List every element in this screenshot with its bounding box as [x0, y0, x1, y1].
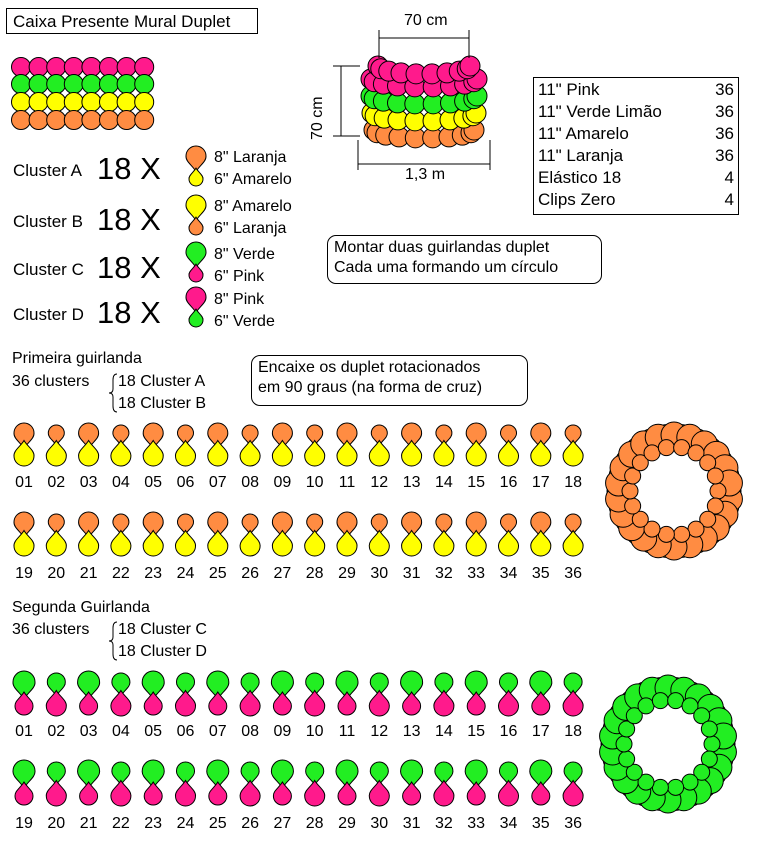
stack-balloon — [100, 58, 119, 77]
cluster-number: 05 — [144, 723, 163, 740]
cluster-number: 04 — [111, 723, 130, 740]
cluster-number: 20 — [47, 815, 66, 832]
dim-side-label: 70 cm — [309, 96, 326, 140]
ring1-balloon — [710, 483, 726, 499]
duplet-bottom-balloon — [111, 691, 131, 717]
cluster-number: 33 — [467, 815, 486, 832]
ring2-balloon — [668, 693, 684, 709]
garland2-part-d: 18 Cluster D — [118, 643, 207, 660]
cluster-number: 21 — [79, 815, 98, 832]
duplet-bottom-balloon — [531, 441, 551, 467]
garland2-clusters: 36 clusters — [12, 621, 90, 638]
stack-balloon — [82, 75, 101, 94]
ring2-balloon — [619, 751, 635, 767]
cluster-c-name: Cluster C — [13, 260, 84, 279]
duplet-bottom-balloon — [46, 441, 66, 467]
stack-balloon — [12, 111, 31, 130]
cluster-number: 17 — [531, 723, 550, 740]
cluster-number: 27 — [273, 815, 292, 832]
duplet-bottom-balloon — [273, 692, 291, 715]
cluster-number: 28 — [305, 565, 324, 582]
cluster-number: 07 — [208, 474, 227, 491]
cluster-number: 09 — [273, 723, 292, 740]
cluster-number: 11 — [338, 474, 356, 491]
cluster-b-top: 8" Amarelo — [214, 198, 292, 215]
duplet-bottom-balloon — [434, 781, 454, 807]
duplet-bottom-balloon — [144, 782, 162, 805]
duplet-bottom-balloon — [46, 531, 66, 557]
duplet-bottom-balloon — [111, 441, 131, 467]
duplet-bottom-balloon — [143, 531, 163, 557]
cluster-number: 22 — [111, 815, 130, 832]
duplet-bottom-balloon — [369, 691, 389, 717]
stack-balloon — [64, 58, 83, 77]
column-balloon — [460, 56, 480, 76]
cluster-number: 14 — [434, 723, 453, 740]
legend-bottom-balloon — [189, 168, 203, 186]
garland2-part-c: 18 Cluster C — [118, 621, 207, 638]
cluster-number: 24 — [176, 565, 195, 582]
ring2-balloon — [682, 774, 698, 790]
duplet-bottom-balloon — [143, 441, 163, 467]
duplet-bottom-balloon — [240, 781, 260, 807]
duplet-bottom-balloon — [531, 531, 551, 557]
duplet-bottom-balloon — [563, 691, 583, 717]
duplet-bottom-balloon — [369, 441, 389, 467]
material-row: Elástico 18 4 — [538, 168, 734, 187]
duplet-bottom-balloon — [305, 781, 325, 807]
stack-balloon — [47, 58, 66, 77]
duplet-bottom-balloon — [80, 692, 98, 715]
cluster-number: 26 — [241, 815, 259, 832]
duplet-bottom-balloon — [467, 692, 485, 715]
cluster-number: 04 — [111, 474, 130, 491]
duplet-bottom-balloon — [305, 531, 325, 557]
stack-balloon — [117, 75, 136, 94]
duplet-bottom-balloon — [46, 781, 66, 807]
duplet-bottom-balloon — [337, 531, 357, 557]
duplet-bottom-balloon — [563, 441, 583, 467]
ring1-balloon — [674, 526, 690, 542]
duplet-bottom-balloon — [305, 691, 325, 717]
cluster-number: 32 — [434, 565, 453, 582]
garland2-title: Segunda Guirlanda — [12, 599, 150, 616]
duplet-bottom-balloon — [79, 441, 99, 467]
cluster-number: 10 — [305, 474, 324, 491]
material-row: 11" Pink 36 — [538, 80, 734, 99]
cluster-number: 15 — [467, 723, 486, 740]
stack-balloon — [12, 58, 31, 77]
duplet-bottom-balloon — [272, 531, 292, 557]
ring1-balloon — [674, 440, 690, 456]
cluster-number: 29 — [338, 565, 356, 582]
stack-balloon — [100, 93, 119, 112]
cluster-number: 34 — [499, 565, 518, 582]
duplet-bottom-balloon — [338, 782, 356, 805]
duplet-bottom-balloon — [144, 692, 162, 715]
duplet-bottom-balloon — [434, 691, 454, 717]
ring2-balloon — [704, 736, 720, 752]
duplet-bottom-balloon — [209, 782, 227, 805]
stack-balloon — [64, 111, 83, 130]
duplet-bottom-balloon — [337, 441, 357, 467]
cluster-number: 03 — [79, 723, 98, 740]
stack-balloon — [117, 58, 136, 77]
note-encaixe: Encaixe os duplet rotacionados em 90 graus (na forma de cruz) — [251, 355, 528, 406]
cluster-number: 30 — [370, 815, 389, 832]
duplet-bottom-balloon — [402, 531, 422, 557]
duplet-bottom-balloon — [532, 692, 550, 715]
cluster-number: 08 — [241, 474, 259, 491]
ring1-balloon — [625, 498, 641, 514]
cluster-d-name: Cluster D — [13, 305, 84, 324]
cluster-number: 01 — [15, 723, 33, 740]
duplet-bottom-balloon — [15, 692, 33, 715]
cluster-number: 35 — [531, 815, 550, 832]
cluster-b-count: 18 X — [97, 202, 161, 237]
cluster-number: 28 — [305, 815, 324, 832]
garland1-part-a: 18 Cluster A — [118, 373, 206, 390]
garland1-part-b: 18 Cluster B — [118, 395, 207, 412]
cluster-number: 15 — [467, 474, 486, 491]
cluster-number: 23 — [144, 565, 163, 582]
cluster-number: 09 — [273, 474, 292, 491]
cluster-number: 05 — [144, 474, 163, 491]
duplet-bottom-balloon — [208, 531, 228, 557]
ring1-balloon — [707, 468, 723, 484]
cluster-number: 03 — [79, 474, 98, 491]
duplet-bottom-balloon — [272, 441, 292, 467]
cluster-number: 19 — [15, 565, 33, 582]
cluster-number: 21 — [79, 565, 98, 582]
legend-bottom-balloon — [189, 309, 203, 327]
duplet-bottom-balloon — [498, 691, 518, 717]
duplet-bottom-balloon — [532, 782, 550, 805]
cluster-number: 36 — [564, 565, 582, 582]
garland1-clusters: 36 clusters — [12, 373, 90, 390]
duplet-bottom-balloon — [563, 781, 583, 807]
duplet-bottom-balloon — [498, 441, 518, 467]
stack-balloon — [47, 75, 66, 94]
duplet-bottom-balloon — [175, 691, 195, 717]
cluster-c-top: 8" Verde — [214, 246, 275, 263]
cluster-number: 16 — [499, 474, 518, 491]
ring1-balloon — [688, 521, 704, 537]
stack-balloon — [29, 58, 48, 77]
dim-bottom-label: 1,3 m — [405, 166, 446, 183]
dim-top-label: 70 cm — [404, 12, 448, 29]
ring2-balloon — [701, 721, 717, 737]
cluster-number: 08 — [241, 723, 259, 740]
cluster-number: 01 — [15, 474, 33, 491]
stack-balloon — [29, 75, 48, 94]
cluster-number: 18 — [564, 723, 582, 740]
cluster-a-bottom: 6" Amarelo — [214, 171, 292, 188]
cluster-number: 02 — [47, 723, 66, 740]
ring2-balloon — [668, 779, 684, 795]
duplet-bottom-balloon — [208, 441, 228, 467]
duplet-bottom-balloon — [434, 531, 454, 557]
ring2-balloon — [652, 779, 668, 795]
legend-bottom-balloon — [189, 264, 203, 282]
stack-balloon — [117, 111, 136, 130]
cluster-number: 35 — [531, 565, 550, 582]
cluster-c-bottom: 6" Pink — [214, 268, 265, 285]
cluster-a-name: Cluster A — [13, 161, 82, 180]
cluster-number: 18 — [564, 474, 582, 491]
duplet-bottom-balloon — [15, 782, 33, 805]
duplet-bottom-balloon — [209, 692, 227, 715]
cluster-number: 17 — [531, 474, 550, 491]
stack-balloon — [64, 75, 83, 94]
cluster-number: 36 — [564, 815, 582, 832]
cluster-number: 13 — [402, 474, 421, 491]
duplet-bottom-balloon — [175, 781, 195, 807]
cluster-number: 19 — [15, 815, 33, 832]
stack-balloon — [47, 93, 66, 112]
cluster-number: 32 — [434, 815, 453, 832]
ring2-balloon — [638, 698, 654, 714]
cluster-number: 13 — [402, 723, 421, 740]
duplet-bottom-balloon — [563, 531, 583, 557]
stack-balloon — [29, 93, 48, 112]
cluster-number: 34 — [499, 815, 518, 832]
stack-balloon — [135, 93, 154, 112]
cluster-b-name: Cluster B — [13, 212, 83, 231]
garland1-title: Primeira guirlanda — [12, 350, 142, 367]
cluster-b-bottom: 6" Laranja — [214, 220, 287, 237]
cluster-number: 24 — [176, 815, 195, 832]
cluster-d-top: 8" Pink — [214, 291, 265, 308]
duplet-bottom-balloon — [175, 441, 195, 467]
duplet-bottom-balloon — [467, 782, 485, 805]
duplet-bottom-balloon — [434, 441, 454, 467]
duplet-bottom-balloon — [14, 441, 34, 467]
ring1-balloon — [622, 483, 638, 499]
stack-balloon — [100, 75, 119, 94]
note-montar: Montar duas guirlandas duplet Cada uma formando um círculo — [327, 235, 602, 284]
cluster-number: 33 — [467, 565, 486, 582]
material-row: 11" Laranja 36 — [538, 146, 734, 165]
material-row: 11" Verde Limão 36 — [538, 102, 734, 121]
cluster-c-count: 18 X — [97, 250, 161, 285]
duplet-bottom-balloon — [79, 531, 99, 557]
cluster-number: 29 — [338, 815, 356, 832]
cluster-number: 27 — [273, 565, 292, 582]
cluster-number: 12 — [370, 723, 389, 740]
stack-balloon — [82, 93, 101, 112]
cluster-number: 31 — [402, 565, 421, 582]
stack-balloon — [82, 111, 101, 130]
duplet-bottom-balloon — [111, 531, 131, 557]
cluster-number: 31 — [402, 815, 421, 832]
stack-balloon — [12, 75, 31, 94]
cluster-number: 06 — [176, 474, 195, 491]
cluster-number: 26 — [241, 565, 259, 582]
cluster-number: 22 — [111, 565, 130, 582]
cluster-a-count: 18 X — [97, 151, 161, 186]
ring1-balloon — [658, 440, 674, 456]
duplet-bottom-balloon — [240, 441, 260, 467]
stack-balloon — [135, 111, 154, 130]
legend-bottom-balloon — [189, 217, 203, 235]
stack-balloon — [12, 93, 31, 112]
stack-balloon — [82, 58, 101, 77]
stack-balloon — [100, 111, 119, 130]
page-title: Caixa Presente Mural Duplet — [6, 8, 258, 34]
stack-balloon — [64, 93, 83, 112]
duplet-bottom-balloon — [46, 691, 66, 717]
cluster-number: 07 — [208, 723, 227, 740]
duplet-bottom-balloon — [80, 782, 98, 805]
duplet-bottom-balloon — [498, 531, 518, 557]
duplet-bottom-balloon — [305, 441, 325, 467]
duplet-bottom-balloon — [14, 531, 34, 557]
stack-balloon — [135, 75, 154, 94]
duplet-bottom-balloon — [338, 692, 356, 715]
cluster-number: 06 — [176, 723, 195, 740]
cluster-number: 14 — [434, 474, 453, 491]
stack-balloon — [47, 111, 66, 130]
cluster-number: 10 — [305, 723, 324, 740]
duplet-bottom-balloon — [175, 531, 195, 557]
cluster-number: 12 — [370, 474, 389, 491]
ring2-balloon — [616, 736, 632, 752]
garland2-brace — [109, 622, 117, 660]
duplet-bottom-balloon — [402, 441, 422, 467]
duplet-bottom-balloon — [240, 691, 260, 717]
cluster-number: 16 — [499, 723, 518, 740]
material-row: Clips Zero 4 — [538, 190, 734, 209]
duplet-bottom-balloon — [240, 531, 260, 557]
duplet-bottom-balloon — [273, 782, 291, 805]
cluster-number: 30 — [370, 565, 389, 582]
cluster-number: 23 — [144, 815, 163, 832]
duplet-bottom-balloon — [498, 781, 518, 807]
stack-balloon — [135, 58, 154, 77]
cluster-number: 11 — [338, 723, 356, 740]
duplet-bottom-balloon — [369, 781, 389, 807]
duplet-bottom-balloon — [403, 782, 421, 805]
stack-balloon — [29, 111, 48, 130]
duplet-bottom-balloon — [111, 781, 131, 807]
ring2-balloon — [652, 693, 668, 709]
stack-balloon — [117, 93, 136, 112]
garland1-brace — [109, 374, 117, 412]
cluster-d-count: 18 X — [97, 295, 161, 330]
ring1-balloon — [658, 526, 674, 542]
cluster-number: 20 — [47, 565, 66, 582]
duplet-bottom-balloon — [369, 531, 389, 557]
materials-table — [533, 77, 739, 215]
cluster-number: 25 — [208, 565, 227, 582]
duplet-bottom-balloon — [466, 441, 486, 467]
ring1-balloon — [644, 445, 660, 461]
duplet-bottom-balloon — [466, 531, 486, 557]
material-row: 11" Amarelo 36 — [538, 124, 734, 143]
cluster-number: 02 — [47, 474, 66, 491]
duplet-bottom-balloon — [403, 692, 421, 715]
cluster-number: 25 — [208, 815, 227, 832]
cluster-a-top: 8" Laranja — [214, 149, 287, 166]
cluster-d-bottom: 6" Verde — [214, 313, 275, 330]
